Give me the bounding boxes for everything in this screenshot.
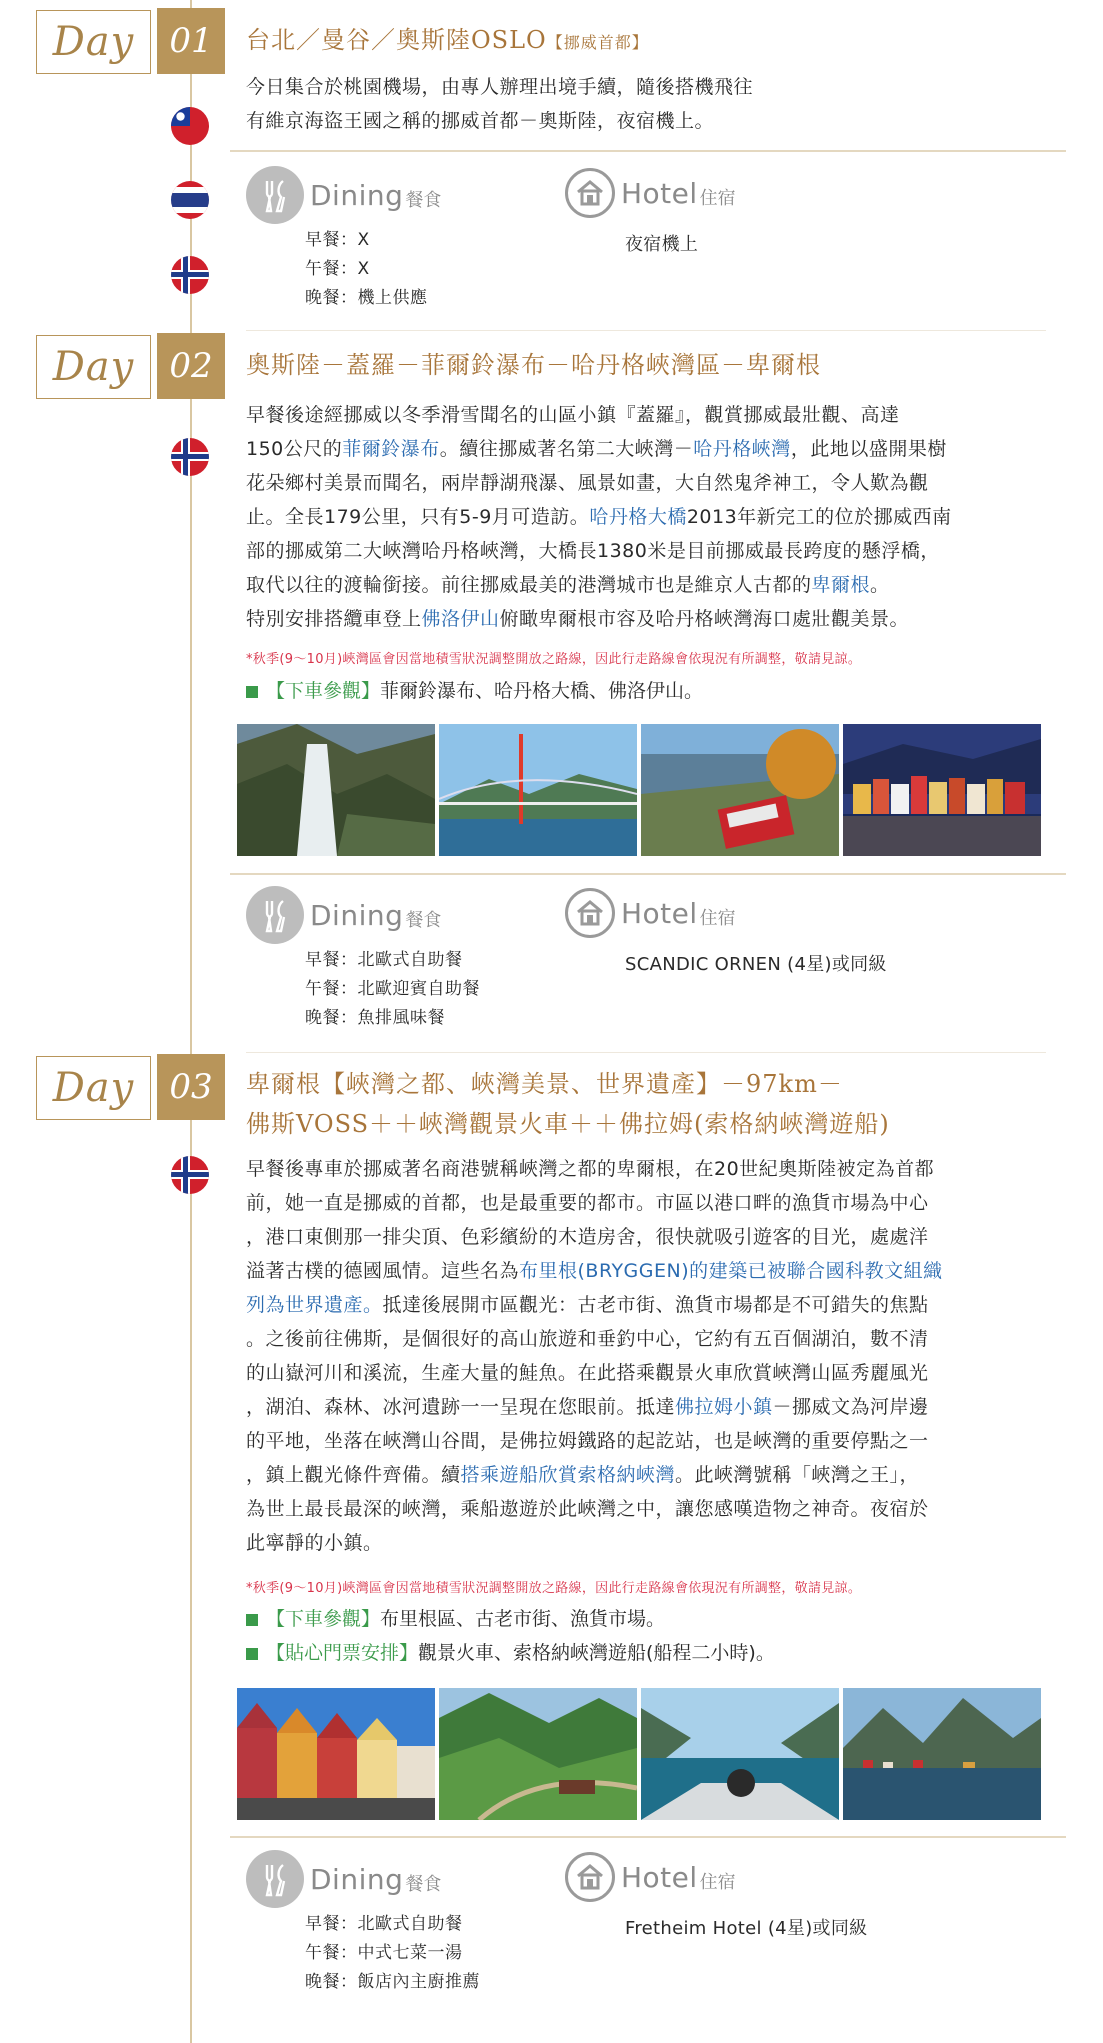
highlight-link: 佛洛伊山: [421, 608, 500, 630]
text: 150公尺的: [246, 438, 343, 460]
hotel-subtitle: 住宿: [699, 908, 736, 929]
green-square-icon: [246, 686, 258, 698]
bridge-photo: [439, 724, 637, 856]
day-title-line: 卑爾根【峽灣之都、峽灣美景、世界遺產】－97km－: [246, 1070, 843, 1098]
green-square-icon: [246, 1648, 258, 1660]
house-icon: [565, 888, 615, 938]
tag-text: 觀景火車、索格納峽灣遊船(船程二小時)。: [418, 1642, 775, 1664]
highlight-link: 搭乘遊船欣賞索格納峽灣: [460, 1464, 676, 1486]
day-description: [246, 1152, 1046, 1560]
fjord-cruise-photo: [641, 1688, 839, 1820]
para-line: 的山嶽河川和溪流，生產大量的鮭魚。在此搭乘觀景火車欣賞峽灣山區秀麗風光: [246, 1362, 929, 1384]
day-label: Day: [36, 335, 151, 399]
text: 。: [870, 574, 890, 596]
hotel-header: [565, 168, 736, 218]
bergen-harbor-photo: [843, 724, 1041, 856]
dinner: 晚餐：飯店內主廚推薦: [305, 1972, 480, 1992]
season-note: *秋季(9～10月)峽灣區會因當地積雪狀況調整開放之路線，因此行走路線會依現況有所調整，敬請見諒。: [246, 1581, 862, 1596]
lunch: 午餐：北歐迎賓自助餐: [305, 979, 480, 999]
breakfast: 早餐：北歐式自助餐: [305, 950, 463, 970]
day-description: [246, 398, 1046, 636]
tag-line: [246, 676, 703, 703]
fork-knife-icon: [246, 1850, 304, 1908]
day-title-line: 佛斯VOSS＋＋峽灣觀景火車＋＋佛拉姆(索格納峽灣遊船): [246, 1110, 890, 1138]
fork-knife-icon: [246, 886, 304, 944]
hotel-header: [565, 888, 736, 938]
dining-subtitle: 餐食: [405, 910, 442, 931]
hotel-title: Hotel: [621, 896, 698, 930]
lunch: 午餐：中式七菜一湯: [305, 1943, 463, 1963]
para-line: [246, 602, 1046, 636]
tag-line: [246, 1638, 775, 1665]
meal-list: [305, 1910, 480, 1997]
norway-flag-icon: [171, 438, 209, 476]
photo-strip: [237, 1688, 1041, 1820]
dining-subtitle: 餐食: [405, 1874, 442, 1895]
day-title-main: 台北／曼谷／奧斯陸OSLO: [246, 26, 547, 54]
season-note: *秋季(9～10月)峽灣區會因當地積雪狀況調整開放之路線，因此行走路線會依現況有所調整，敬請見諒。: [246, 652, 862, 667]
meal-list: [305, 226, 428, 313]
dinner: 晚餐：機上供應: [305, 288, 428, 308]
tag-label: 【貼心門票安排】: [266, 1642, 419, 1664]
highlight-link: 菲爾鈴瀑布: [342, 438, 440, 460]
day-number: 03: [157, 1054, 225, 1120]
tag-text: 菲爾鈴瀑布、哈丹格大橋、佛洛伊山。: [380, 680, 704, 702]
day-title: 奧斯陸－蓋羅－菲爾鈴瀑布－哈丹格峽灣區－卑爾根: [246, 351, 821, 379]
para-line: [246, 1254, 1046, 1288]
para-line: 為世上最長最深的峽灣，乘船遨遊於此峽灣之中，讓您感嘆造物之神奇。夜宿於: [246, 1498, 929, 1520]
para-line: [246, 432, 1046, 466]
timeline-line: [190, 0, 192, 2043]
tag-label: 【下車參觀】: [266, 1608, 381, 1630]
text: －挪威文為河岸邊: [772, 1396, 929, 1418]
day-description: [246, 70, 1046, 138]
funicular-photo: [641, 724, 839, 856]
tag-text: 布里根區、古老市街、漁貨市場。: [380, 1608, 666, 1630]
norway-flag-icon: [171, 256, 209, 294]
text: 。此峽灣號稱「峽灣之王」，: [675, 1464, 920, 1486]
hotel-title: Hotel: [621, 176, 698, 210]
norway-flag-icon: [171, 1156, 209, 1194]
house-icon: [565, 168, 615, 218]
para-line: 的平地，坐落在峽灣山谷間，是佛拉姆鐵路的起訖站，也是峽灣的重要停點之一: [246, 1430, 929, 1452]
hotel-title: Hotel: [621, 1860, 698, 1894]
highlight-link: 卑爾根: [811, 574, 871, 596]
dining-subtitle: 餐食: [405, 190, 442, 211]
breakfast: 早餐：北歐式自助餐: [305, 1914, 463, 1934]
day-title-tag: 【挪威首都】: [546, 33, 649, 52]
hotel-name: SCANDIC ORNEN (4星)或同級: [625, 954, 887, 975]
day-title: [246, 1064, 890, 1144]
section-divider: [230, 150, 1066, 152]
text: 特別安排搭纜車登上: [246, 608, 422, 630]
para-line: 。之後前往佛斯，是個很好的高山旅遊和垂釣中心，它約有五百個湖泊，數不清: [246, 1328, 929, 1350]
highlight-link: 布里根(BRYGGEN)的建築已被聯合國科教文組織: [519, 1260, 943, 1282]
para-line: 早餐後途經挪威以冬季滑雪聞名的山區小鎮『蓋羅』，觀賞挪威最壯觀、高達: [246, 404, 900, 426]
para-line: [246, 1458, 1046, 1492]
section-divider: [230, 1836, 1066, 1838]
green-square-icon: [246, 1614, 258, 1626]
flam-railway-photo: [439, 1688, 637, 1820]
dining-title: Dining: [310, 1862, 404, 1896]
section-divider: [246, 1052, 1046, 1053]
dining-header: [246, 886, 441, 944]
fjord-village-photo: [843, 1688, 1041, 1820]
text: 溢著古樸的德國風情。這些名為: [246, 1260, 520, 1282]
meal-list: [305, 946, 480, 1033]
lunch: 午餐：X: [305, 259, 370, 279]
text: 止。全長179公里，只有5-9月可造訪。: [246, 506, 590, 528]
hotel-subtitle: 住宿: [699, 1872, 736, 1893]
para-line: 早餐後專車於挪威著名商港號稱峽灣之都的卑爾根，在20世紀奧斯陸被定為首都: [246, 1158, 935, 1180]
photo-strip: [237, 724, 1041, 856]
dinner: 晚餐：魚排風味餐: [305, 1008, 445, 1028]
hotel-subtitle: 住宿: [699, 188, 736, 209]
dining-title: Dining: [310, 178, 404, 212]
fork-knife-icon: [246, 166, 304, 224]
para-line: [246, 500, 1046, 534]
para-line: 此寧靜的小鎮。: [246, 1532, 383, 1554]
para-line: 花朵鄉村美景而聞名，兩岸靜湖飛瀑、風景如畫，大自然鬼斧神工，令人歎為觀: [246, 472, 929, 494]
dining-title: Dining: [310, 898, 404, 932]
text: ，此地以盛開果樹: [790, 438, 947, 460]
para-line: 有維京海盜王國之稱的挪威首都－奧斯陸，夜宿機上。: [246, 110, 715, 132]
hotel-header: [565, 1852, 736, 1902]
highlight-link: 哈丹格峽灣: [693, 438, 791, 460]
text: 取代以往的渡輪銜接。前往挪威最美的港灣城市也是維京人古都的: [246, 574, 812, 596]
text: ，湖泊、森林、冰河遺跡一一呈現在您眼前。抵達: [246, 1396, 676, 1418]
section-divider: [230, 873, 1066, 875]
tag-line: [246, 1604, 665, 1631]
para-line: 前，她一直是挪威的首都，也是最重要的都市。市區以港口畔的漁貨市場為中心: [246, 1192, 929, 1214]
para-line: 今日集合於桃園機場，由專人辦理出境手續，隨後搭機飛往: [246, 76, 754, 98]
section-divider: [246, 330, 1046, 331]
breakfast: 早餐：X: [305, 230, 370, 250]
text: ，鎮上觀光條件齊備。續: [246, 1464, 461, 1486]
day-label: Day: [36, 1056, 151, 1120]
text: 俯瞰卑爾根市容及哈丹格峽灣海口處壯觀美景。: [499, 608, 910, 630]
hotel-name: Fretheim Hotel (4星)或同級: [625, 1918, 868, 1939]
text: 抵達後展開市區觀光：古老市街、漁貨市場都是不可錯失的焦點: [382, 1294, 929, 1316]
day-number: 01: [157, 8, 225, 74]
text: 。續往挪威著名第二大峽灣－: [439, 438, 694, 460]
para-line: [246, 568, 1046, 602]
taiwan-flag-icon: [171, 107, 209, 145]
text: 2013年新完工的位於挪威西南: [686, 506, 952, 528]
highlight-link: 佛拉姆小鎮: [675, 1396, 773, 1418]
para-line: [246, 1288, 1046, 1322]
day-label: Day: [36, 10, 151, 74]
para-line: 部的挪威第二大峽灣哈丹格峽灣，大橋長1380米是目前挪威最長跨度的懸浮橋，: [246, 540, 940, 562]
para-line: [246, 1390, 1046, 1424]
tag-label: 【下車參觀】: [266, 680, 381, 702]
dining-header: [246, 166, 441, 224]
para-line: ，港口東側那一排尖頂、色彩繽紛的木造房舍，很快就吸引遊客的目光，處處洋: [246, 1226, 929, 1248]
thailand-flag-icon: [171, 181, 209, 219]
day-title: [246, 20, 649, 63]
highlight-link: 哈丹格大橋: [589, 506, 687, 528]
bryggen-photo: [237, 1688, 435, 1820]
highlight-link: 列為世界遺產。: [246, 1294, 383, 1316]
dining-header: [246, 1850, 441, 1908]
waterfall-photo: [237, 724, 435, 856]
house-icon: [565, 1852, 615, 1902]
day-number: 02: [157, 333, 225, 399]
hotel-name: 夜宿機上: [625, 234, 699, 255]
